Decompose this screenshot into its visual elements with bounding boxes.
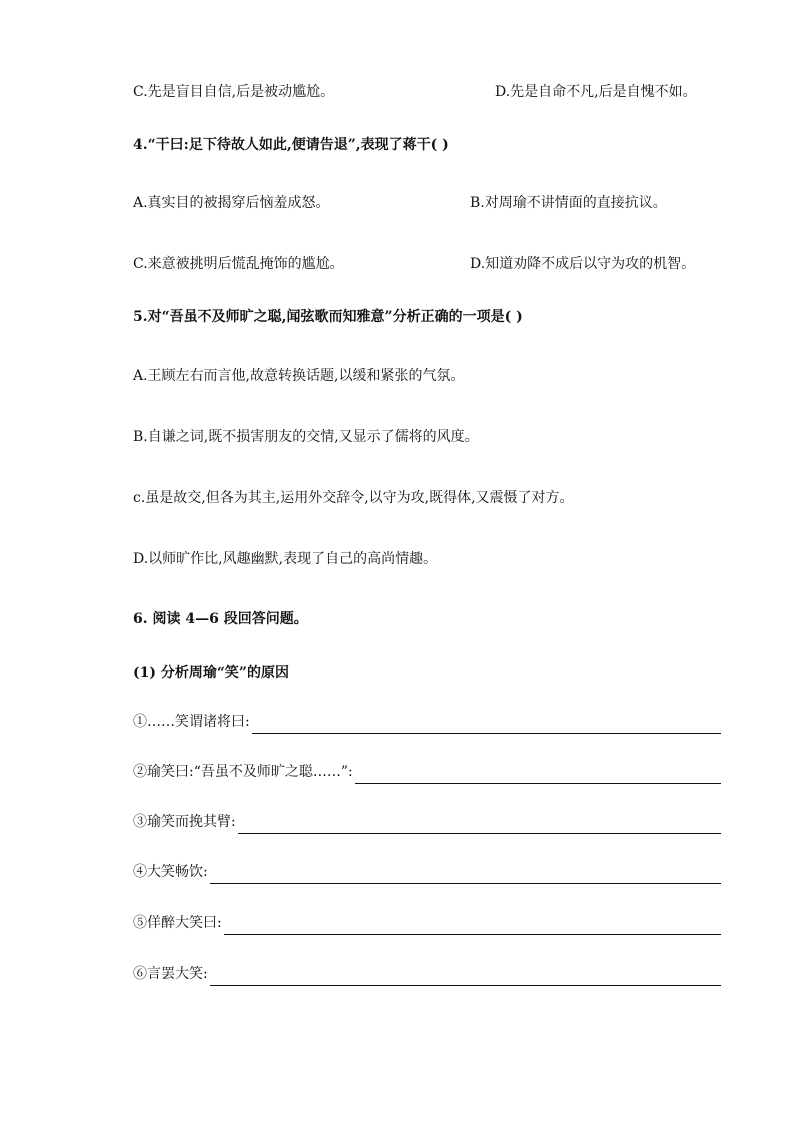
- answer-blank[interactable]: [355, 767, 721, 784]
- q6-item-label: ④大笑畅饮:: [133, 864, 208, 880]
- q5-option-c: c.虽是故交,但各为其主,运用外交辞令,以守为攻,既得体,又震慑了对方。: [133, 490, 574, 506]
- q6-item-2: [133, 762, 721, 784]
- q6-item-5: [133, 913, 721, 935]
- q6-item-label: ③瑜笑而挽其臂:: [133, 814, 236, 830]
- answer-blank[interactable]: [210, 969, 721, 986]
- q5-option-b: B.自谦之词,既不损害朋友的交情,又显示了儒将的风度。: [133, 429, 479, 445]
- answer-blank[interactable]: [238, 817, 721, 834]
- q4-option-b: B.对周瑜不讲情面的直接抗议。: [470, 195, 667, 211]
- q5-stem: 5.对“吾虽不及师旷之聪,闻弦歌而知雅意”分析正确的一项是( ): [133, 309, 523, 325]
- q6-sub1-heading: (1) 分析周瑜“笑”的原因: [133, 665, 289, 681]
- answer-blank[interactable]: [252, 717, 721, 734]
- q6-item-1: [133, 712, 721, 734]
- q5-option-d: D.以师旷作比,风趣幽默,表现了自己的高尚情趣。: [133, 551, 438, 567]
- q5-option-a: A.王顾左右而言他,故意转换话题,以缓和紧张的气氛。: [133, 368, 465, 384]
- q4-option-c: C.来意被挑明后慌乱掩饰的尴尬。: [133, 256, 344, 272]
- q3-option-c: C.先是盲目自信,后是被动尴尬。: [133, 84, 335, 100]
- q6-item-label: ②瑜笑曰:“吾虽不及师旷之聪……”:: [133, 764, 353, 780]
- q4-stem: 4.“干曰:足下待故人如此,便请告退”,表现了蒋干( ): [133, 137, 449, 153]
- answer-blank[interactable]: [210, 867, 721, 884]
- q3-option-d: D.先是自命不凡,后是自愧不如。: [495, 84, 697, 100]
- q4-option-a: A.真实目的被揭穿后恼羞成怒。: [133, 195, 330, 211]
- q4-option-d: D.知道劝降不成后以守为攻的机智。: [470, 256, 696, 272]
- q6-item-label: ⑥言罢大笑:: [133, 966, 208, 982]
- q6-item-3: [133, 812, 721, 834]
- q6-stem: 6. 阅读 4—6 段回答问题。: [133, 611, 308, 627]
- q6-item-label: ⑤佯醉大笑曰:: [133, 915, 222, 931]
- q6-item-label: ①……笑谓诸将曰:: [133, 714, 250, 730]
- q6-item-6: [133, 964, 721, 986]
- q6-item-4: [133, 862, 721, 884]
- answer-blank[interactable]: [224, 918, 721, 935]
